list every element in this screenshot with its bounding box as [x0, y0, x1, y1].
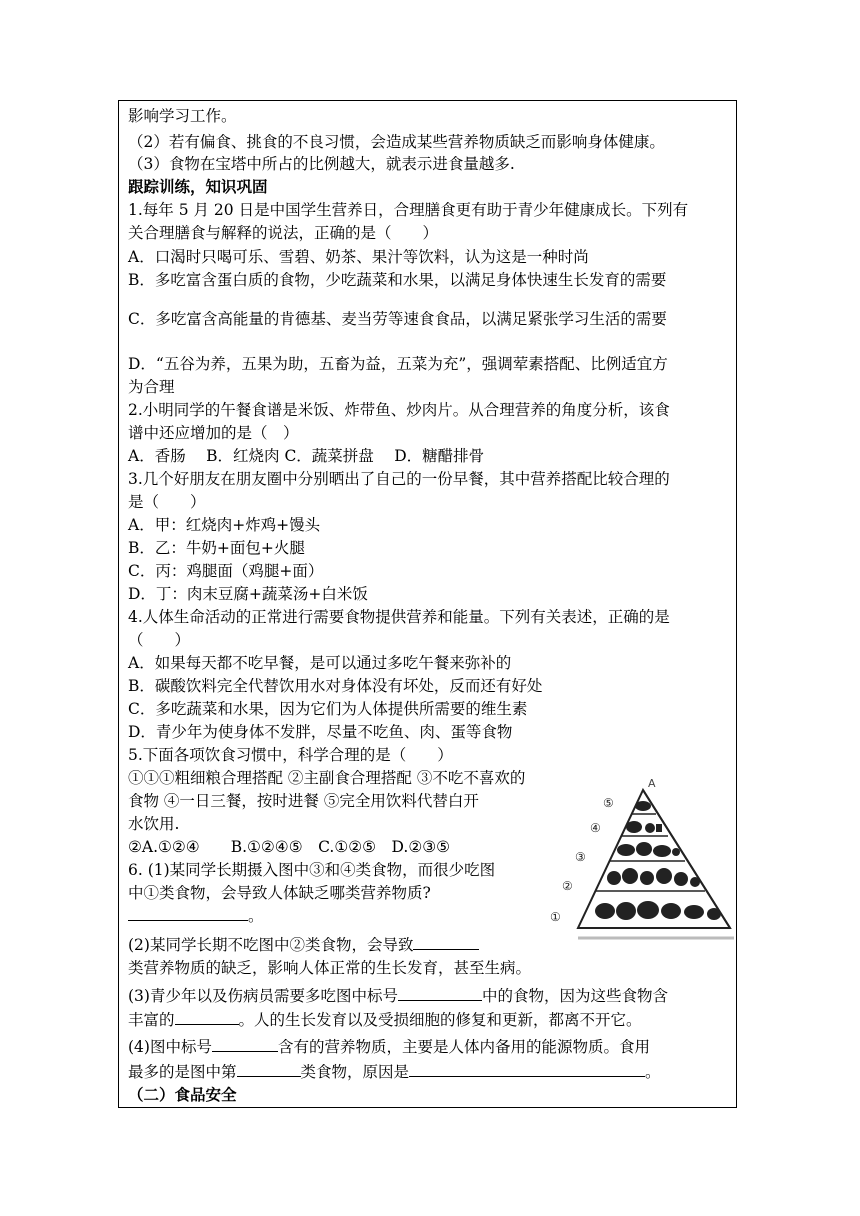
pyramid-label-3: ③ [575, 850, 586, 864]
option-text: ②A.①②④ B.①②④⑤ C.①②⑤ D.②③⑤ [128, 838, 451, 856]
question-stem: 是（ ） [128, 493, 206, 511]
option-text: B．碳酸饮料完全代替饮用水对身体没有坏处，反而还有好处 [128, 677, 543, 695]
text-line: 影响学习工作。 [128, 107, 237, 125]
text-line: （3）食物在宝塔中所占的比例越大，就表示进食量越多. [128, 155, 515, 173]
answer-blank[interactable] [409, 1062, 645, 1077]
question-stem: （ ） [128, 631, 191, 649]
answer-line [128, 906, 264, 926]
question-text: (2)某同学长期不吃图中②类食物，会导致 [128, 936, 414, 954]
question-text: (3)青少年以及伤病员需要多吃图中标号 [128, 987, 398, 1005]
pyramid-top-letter: A [648, 777, 656, 790]
question-text: 。人的生长发育以及受损细胞的修复和更新，都离不开它。 [238, 1011, 642, 1029]
question-stem [128, 1062, 661, 1082]
food-pyramid-figure [548, 776, 736, 950]
option-text: D．青少年为使身体不发胖，尽量不吃鱼、肉、蛋等食物 [128, 723, 513, 741]
option-text: C．丙：鸡腿面（鸡腿+面） [128, 562, 324, 580]
question-text: 类食物，原因是 [300, 1063, 410, 1081]
answer-blank[interactable] [175, 1010, 239, 1025]
question-text: 最多的是图中第 [128, 1063, 237, 1081]
question-stem: 6. (1)某同学长期摄入图中③和④类食物，而很少吃图 [128, 861, 496, 879]
question-stem: 谱中还应增加的是（ ） [128, 424, 299, 442]
question-stem [128, 1010, 642, 1030]
pyramid-food-level-5 [635, 801, 651, 811]
answer-blank[interactable] [128, 906, 248, 921]
option-text: D．“五谷为养，五果为助，五畜为益，五菜为充”，强调荤素搭配、比例适宜方 [128, 355, 668, 373]
question-stem: 4.人体生命活动的正常进行需要食物提供营养和能量。下列有关表述，正确的是 [128, 608, 670, 626]
option-text: ①①①粗细粮合理搭配 ②主副食合理搭配 ③不吃不喜欢的 [128, 769, 526, 787]
question-text: 含有的营养物质，主要是人体内备用的能源物质。食用 [277, 1038, 650, 1056]
punctuation: 。 [248, 907, 264, 925]
answer-blank[interactable] [413, 935, 479, 950]
option-text: B．多吃富含蛋白质的食物，少吃蔬菜和水果，以满足身体快速生长发育的需要 [128, 271, 667, 289]
question-text: (4)图中标号 [128, 1038, 212, 1056]
option-text: A．香肠 B．红烧肉 C．蔬菜拼盘 D．糖醋排骨 [128, 447, 485, 465]
option-text: B．乙：牛奶+面包+火腿 [128, 539, 305, 557]
option-text: A．甲：红烧肉+炸鸡+馒头 [128, 516, 321, 534]
option-text: 食物 ④一日三餐，按时进餐 ⑤完全用饮料代替白开 [128, 792, 479, 810]
option-text: 为合理 [128, 378, 175, 396]
answer-blank[interactable] [237, 1062, 301, 1077]
question-stem: 类营养物质的缺乏，影响人体正常的生长发育，甚至生病。 [128, 959, 532, 977]
question-stem [128, 1037, 650, 1057]
answer-blank[interactable] [212, 1037, 278, 1052]
punctuation: 。 [645, 1063, 661, 1081]
question-stem: 中①类食物，会导致人体缺乏哪类营养物质? [128, 884, 431, 902]
answer-blank[interactable] [398, 986, 482, 1001]
option-text: C．多吃蔬菜和水果，因为它们为人体提供所需要的维生素 [128, 700, 528, 718]
section-heading: 跟踪训练，知识巩固 [128, 177, 268, 196]
option-text: A．如果每天都不吃早餐，是可以通过多吃午餐来弥补的 [128, 654, 512, 672]
text-line: （2）若有偏食、挑食的不良习惯，会造成某些营养物质缺乏而影响身体健康。 [128, 133, 665, 151]
question-stem [128, 935, 479, 955]
section-heading: （二）食品安全 [128, 1085, 237, 1104]
question-stem: 1.每年 5 月 20 日是中国学生营养日，合理膳食更有助于青少年健康成长。下列有 [128, 201, 689, 219]
question-text: 丰富的 [128, 1011, 175, 1029]
option-text: 水饮用. [128, 815, 180, 833]
question-text: 中的食物，因为这些食物含 [481, 987, 668, 1005]
option-text: A．口渴时只喝可乐、雪碧、奶茶、果汁等饮料，认为这是一种时尚 [128, 248, 589, 266]
pyramid-label-4: ④ [590, 821, 601, 835]
question-stem [128, 986, 668, 1006]
question-stem: 关合理膳食与解释的说法，正确的是（ ） [128, 224, 439, 242]
pyramid-label-1: ① [550, 910, 561, 924]
question-stem: 3.几个好朋友在朋友圈中分别晒出了自己的一份早餐，其中营养搭配比较合理的 [128, 470, 670, 488]
question-stem: 5.下面各项饮食习惯中，科学合理的是（ ） [128, 746, 453, 764]
option-text: C．多吃富含高能量的肯德基、麦当劳等速食食品，以满足紧张学习生活的需要 [128, 310, 667, 328]
question-stem: 2.小明同学的午餐食谱是米饭、炸带鱼、炒肉片。从合理营养的角度分析，该食 [128, 401, 670, 419]
option-text: D．丁：肉末豆腐+蔬菜汤+白米饭 [128, 585, 368, 603]
pyramid-label-2: ② [562, 879, 573, 893]
pyramid-label-5: ⑤ [603, 796, 614, 810]
